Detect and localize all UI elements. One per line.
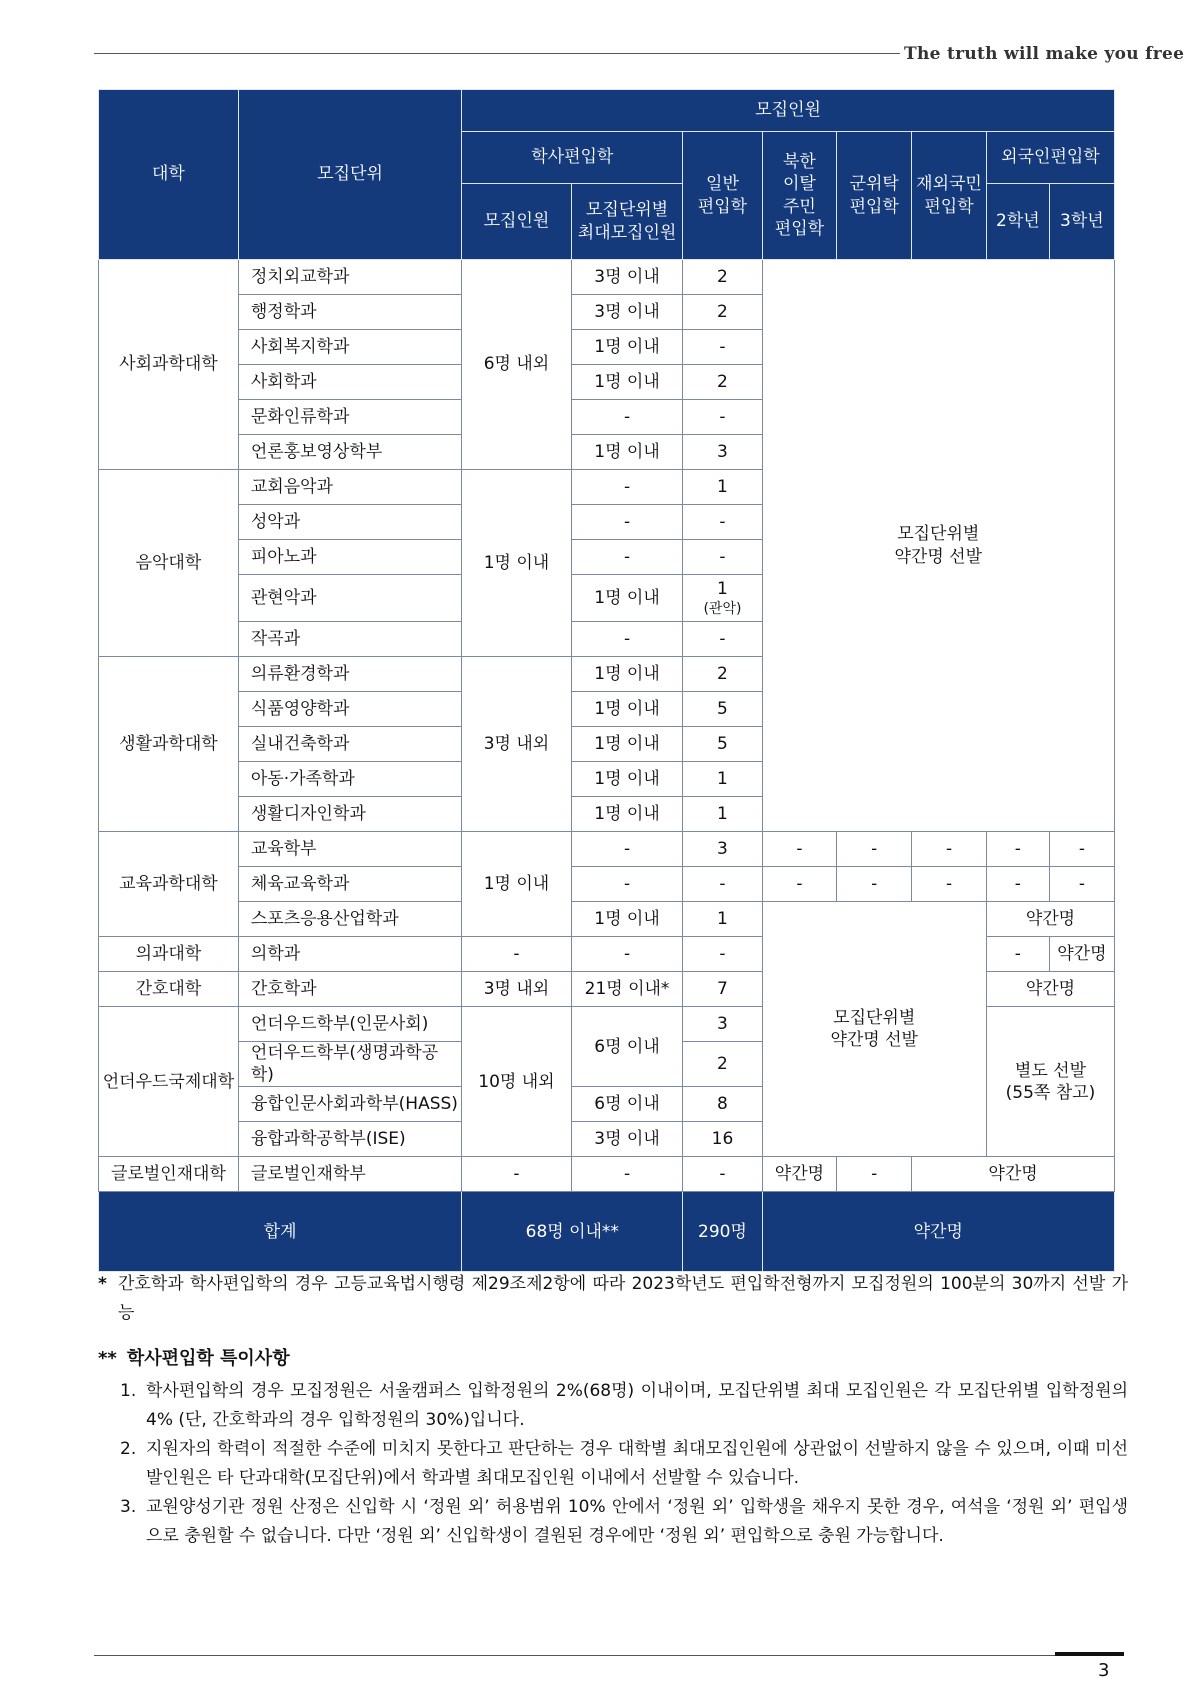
special-notes-list (120, 1377, 1128, 1551)
th-grade3: 3학년 (1049, 184, 1114, 260)
total-row (99, 1192, 1115, 1272)
overseas-cell: - (912, 867, 987, 902)
bachelor-count-cell: 3명 내외 (462, 972, 572, 1007)
overseas-cell: - (912, 832, 987, 867)
unit-cell: 성악과 (238, 505, 461, 540)
general-cell: 3 (683, 832, 762, 867)
unit-cell: 실내건축학과 (238, 727, 461, 762)
general-cell: - (683, 505, 762, 540)
college-cell: 사회과학대학 (99, 260, 239, 470)
general-cell: - (683, 937, 762, 972)
item-number: 3. (120, 1497, 137, 1517)
college-cell: 간호대학 (99, 972, 239, 1007)
bachelor-max-cell: - (571, 937, 683, 972)
general-cell: - (683, 400, 762, 435)
list-item (120, 1435, 1128, 1493)
total-other: 약간명 (762, 1192, 1114, 1272)
college-cell: 언더우드국제대학 (99, 1007, 239, 1157)
general-cell: 7 (683, 972, 762, 1007)
unit-cell: 사회학과 (238, 365, 461, 400)
unit-cell: 글로벌인재학부 (238, 1157, 461, 1192)
page-number: 3 (1098, 1660, 1110, 1681)
bachelor-count-cell: - (462, 937, 572, 972)
unit-cell: 의학과 (238, 937, 461, 972)
th-bachelor-count: 모집인원 (462, 184, 572, 260)
bachelor-max-cell: - (571, 622, 683, 657)
table-row (99, 832, 1115, 867)
bachelor-max-cell: 3명 이내 (571, 295, 683, 330)
bachelor-max-cell: - (571, 867, 683, 902)
footer-accent-bar (1055, 1652, 1124, 1656)
table-row (99, 260, 1115, 295)
general-cell: - (683, 540, 762, 575)
bachelor-max-cell: 21명 이내* (571, 972, 683, 1007)
bachelor-max-cell: 1명 이내 (571, 692, 683, 727)
military-cell: - (837, 1157, 912, 1192)
nursing-footnote (98, 1270, 1128, 1328)
bachelor-max-cell: 1명 이내 (571, 657, 683, 692)
th-grade2: 2학년 (986, 184, 1049, 260)
general-cell: - (683, 330, 762, 365)
unit-cell: 언더우드학부(생명과학공학) (238, 1042, 461, 1087)
list-item (120, 1377, 1128, 1435)
th-foreign: 외국인편입학 (986, 132, 1114, 184)
general-cell: - (683, 867, 762, 902)
general-cell: 3 (683, 1007, 762, 1042)
item-text: 학사편입학의 경우 모집정원은 서울캠퍼스 입학정원의 2%(68명) 이내이며, 모집단위별 최대 모집인원은 각 모집단위별 입학정원의 4% (단, 간호학과의 경우 입학정원의 30%)입니다. (146, 1381, 1128, 1430)
total-general: 290명 (683, 1192, 762, 1272)
th-unit: 모집단위 (238, 90, 461, 260)
general-cell: 16 (683, 1122, 762, 1157)
table-row (99, 1157, 1115, 1192)
bachelor-count-cell: - (462, 1157, 572, 1192)
general-cell: 5 (683, 727, 762, 762)
bachelor-count-cell: 10명 내외 (462, 1007, 572, 1157)
total-bachelor: 68명 이내** (462, 1192, 683, 1272)
th-general: 일반 편입학 (683, 132, 762, 260)
nk-cell: 약간명 (762, 1157, 837, 1192)
grade3-cell: - (1049, 832, 1114, 867)
footnote-text: 간호학과 학사편입학의 경우 고등교육법시행령 제29조제2항에 따라 2023학년도 편입학전형까지 모집정원의 100분의 30까지 선발 가능 (118, 1274, 1128, 1323)
unit-cell: 의류환경학과 (238, 657, 461, 692)
college-cell: 글로벌인재대학 (99, 1157, 239, 1192)
general-cell: 1 (683, 762, 762, 797)
bachelor-max-cell: 1명 이내 (571, 797, 683, 832)
th-recruit: 모집인원 (462, 90, 1115, 132)
foreign-cell: 약간명 (986, 902, 1114, 937)
separate-selection-cell (986, 1007, 1114, 1157)
general-cell: 1 (683, 902, 762, 937)
general-cell: - (683, 1157, 762, 1192)
general-cell: 1 (683, 470, 762, 505)
special-notes-title-text: 학사편입학 특이사항 (126, 1348, 290, 1369)
selected-line2: 약간명 선발 (894, 546, 983, 567)
nk-cell: - (762, 867, 837, 902)
unit-cell: 교육학부 (238, 832, 461, 867)
unit-cell: 아동·가족학과 (238, 762, 461, 797)
bachelor-max-cell: 3명 이내 (571, 260, 683, 295)
item-text: 지원자의 학력이 적절한 수준에 미치지 못한다고 판단하는 경우 대학별 최대모집인원에 상관없이 선발하지 않을 수 있으며, 이때 미선발인원은 타 단과대학(모집단위)에서 학과별 최대모집인원 이내에서 선발할 수 있습니다. (146, 1439, 1128, 1488)
bachelor-max-cell: 3명 이내 (571, 1122, 683, 1157)
bachelor-max-cell: 1명 이내 (571, 902, 683, 937)
bachelor-max-cell: - (571, 1157, 683, 1192)
general-value: 1 (717, 578, 728, 599)
general-cell: 2 (683, 260, 762, 295)
bachelor-max-cell: 1명 이내 (571, 435, 683, 470)
bachelor-count-cell: 3명 내외 (462, 657, 572, 832)
table-row (99, 867, 1115, 902)
bachelor-max-cell: 1명 이내 (571, 762, 683, 797)
grade3-cell: - (1049, 867, 1114, 902)
bachelor-count-cell: 1명 이내 (462, 832, 572, 937)
header-motto: The truth will make you free (904, 44, 1185, 64)
unit-cell: 피아노과 (238, 540, 461, 575)
bachelor-max-cell: - (571, 832, 683, 867)
separate-line1: 별도 선발 (1014, 1060, 1086, 1081)
overseas-foreign-cell: 약간명 (912, 1157, 1115, 1192)
bachelor-max-cell: - (571, 470, 683, 505)
bachelor-count-cell: 6명 내외 (462, 260, 572, 470)
foreign-cell: 약간명 (986, 972, 1114, 1007)
general-cell: 2 (683, 365, 762, 400)
th-overseas: 재외국민 편입학 (912, 132, 987, 260)
unit-cell: 식품영양학과 (238, 692, 461, 727)
bachelor-max-cell: - (571, 540, 683, 575)
bachelor-max-cell: - (571, 505, 683, 540)
unit-cell: 정치외교학과 (238, 260, 461, 295)
bachelor-max-cell: - (571, 400, 683, 435)
general-cell: 5 (683, 692, 762, 727)
grade2-cell: - (986, 867, 1049, 902)
separate-line2: (55쪽 참고) (1005, 1082, 1096, 1103)
college-cell: 교육과학대학 (99, 832, 239, 937)
footnote-mark: * (98, 1274, 107, 1294)
grade3-cell: 약간명 (1049, 937, 1114, 972)
th-bachelor-max: 모집단위별 최대모집인원 (571, 184, 683, 260)
unit-cell: 생활디자인학과 (238, 797, 461, 832)
item-number: 1. (120, 1381, 137, 1401)
bachelor-max-cell: 1명 이내 (571, 365, 683, 400)
selected-by-unit-cell (762, 902, 986, 1157)
unit-cell: 관현악과 (238, 575, 461, 622)
unit-cell: 교회음악과 (238, 470, 461, 505)
general-cell: 2 (683, 1042, 762, 1087)
selected-by-unit-cell (762, 260, 1114, 832)
selected-line1: 모집단위별 (833, 1008, 916, 1028)
item-number: 2. (120, 1439, 137, 1459)
header-rule (94, 53, 900, 54)
grade2-cell: - (986, 937, 1049, 972)
general-cell: 3 (683, 435, 762, 470)
th-bachelor: 학사편입학 (462, 132, 683, 184)
bachelor-count-cell: 1명 이내 (462, 470, 572, 657)
unit-cell: 행정학과 (238, 295, 461, 330)
bachelor-max-cell: 1명 이내 (571, 330, 683, 365)
selected-line2: 약간명 선발 (830, 1030, 918, 1051)
college-cell: 생활과학대학 (99, 657, 239, 832)
college-cell: 의과대학 (99, 937, 239, 972)
general-note: (관악) (703, 600, 742, 617)
general-cell: 8 (683, 1087, 762, 1122)
bachelor-max-cell: 1명 이내 (571, 575, 683, 622)
list-item (120, 1493, 1128, 1551)
quota-table (98, 89, 1115, 1272)
bachelor-max-cell: 6명 이내 (571, 1007, 683, 1087)
unit-cell: 체육교육학과 (238, 867, 461, 902)
item-text: 교원양성기관 정원 산정은 신입학 시 ‘정원 외’ 허용범위 10% 안에서 ‘정원 외’ 입학생을 채우지 못한 경우, 여석을 ‘정원 외’ 편입생으로 충원할 수 없습니다. 다만 ‘정원 외’ 신입학생이 결원된 경우에만 ‘정원 외’ 편입학으로 충원 가능합니다. (146, 1497, 1128, 1546)
unit-cell: 언론홍보영상학부 (238, 435, 461, 470)
college-cell: 음악대학 (99, 470, 239, 657)
total-label: 합계 (99, 1192, 462, 1272)
notes-section (98, 1270, 1128, 1551)
military-cell: - (837, 867, 912, 902)
unit-cell: 언더우드학부(인문사회) (238, 1007, 461, 1042)
general-cell: 1 (683, 797, 762, 832)
general-cell: 2 (683, 657, 762, 692)
th-north-korean: 북한 이탈 주민 편입학 (762, 132, 837, 260)
unit-cell: 사회복지학과 (238, 330, 461, 365)
bachelor-max-cell: 1명 이내 (571, 727, 683, 762)
table-row (99, 902, 1115, 937)
unit-cell: 융합과학공학부(ISE) (238, 1122, 461, 1157)
special-notes-title (98, 1344, 1128, 1373)
nk-cell: - (762, 832, 837, 867)
footer-rule (94, 1655, 1124, 1656)
grade2-cell: - (986, 832, 1049, 867)
general-cell (683, 575, 762, 622)
military-cell: - (837, 832, 912, 867)
th-college: 대학 (99, 90, 239, 260)
unit-cell: 간호학과 (238, 972, 461, 1007)
general-cell: - (683, 622, 762, 657)
unit-cell: 융합인문사회과학부(HASS) (238, 1087, 461, 1122)
unit-cell: 작곡과 (238, 622, 461, 657)
general-cell: 2 (683, 295, 762, 330)
special-notes-mark: ** (98, 1348, 117, 1369)
selected-line1: 모집단위별 (897, 524, 980, 545)
th-military: 군위탁 편입학 (837, 132, 912, 260)
bachelor-max-cell: 6명 이내 (571, 1087, 683, 1122)
unit-cell: 스포츠응용산업학과 (238, 902, 461, 937)
unit-cell: 문화인류학과 (238, 400, 461, 435)
